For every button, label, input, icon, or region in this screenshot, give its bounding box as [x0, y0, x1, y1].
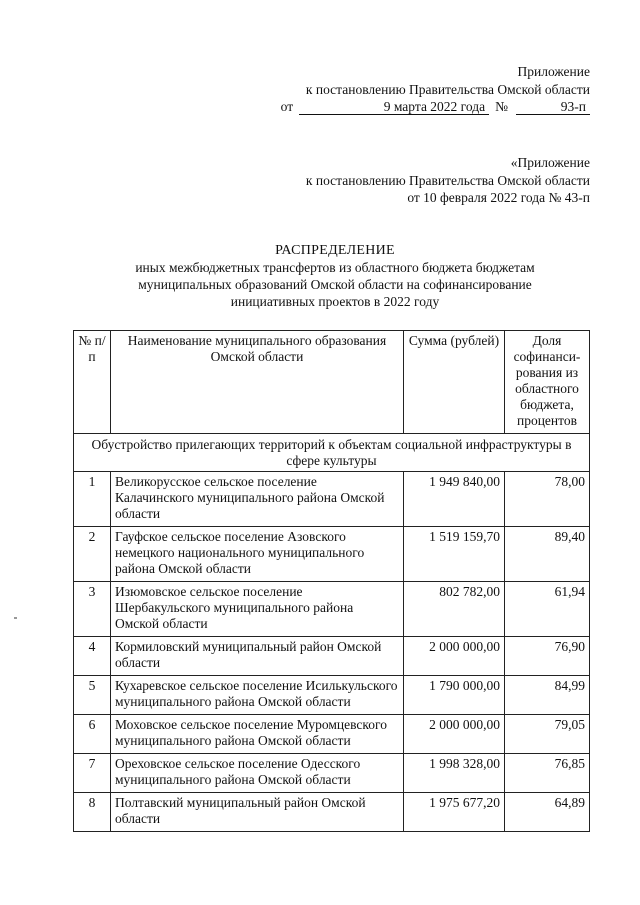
- resolution-date: 9 марта 2022 года: [299, 100, 489, 115]
- title-line-3: муниципальных образований Омской области на софинансирование: [138, 277, 532, 292]
- row-share: 79,05: [505, 715, 590, 754]
- table-row: [74, 676, 590, 715]
- header-sum: Сумма (рублей): [404, 331, 505, 434]
- row-sum: 2 000 000,00: [404, 715, 505, 754]
- table-row: [74, 793, 590, 832]
- row-num: 1: [74, 472, 111, 527]
- section-row: [74, 434, 590, 472]
- row-share: 84,99: [505, 676, 590, 715]
- appendix-label: Приложение: [517, 64, 590, 79]
- document-title: [70, 242, 600, 310]
- row-share: 89,40: [505, 527, 590, 582]
- table-row: [74, 472, 590, 527]
- distribution-table: [73, 330, 590, 832]
- row-num: 6: [74, 715, 111, 754]
- table-row: [74, 582, 590, 637]
- row-share: 76,85: [505, 754, 590, 793]
- row-name: Гауфское сельское поселение Азовского немецкого национального муниципального района Омской области: [111, 527, 404, 582]
- row-name: Кормиловский муниципальный район Омской области: [111, 637, 404, 676]
- title-line-4: инициативных проектов в 2022 году: [230, 294, 440, 309]
- row-num: 7: [74, 754, 111, 793]
- row-sum: 1 949 840,00: [404, 472, 505, 527]
- row-sum: 2 000 000,00: [404, 637, 505, 676]
- row-sum: 1 519 159,70: [404, 527, 505, 582]
- row-num: 2: [74, 527, 111, 582]
- date-number-line: [281, 98, 590, 116]
- margin-mark: [14, 617, 17, 619]
- section-title: Обустройство прилегающих территорий к объектам социальной инфраструктуры в сфере культуры: [74, 434, 590, 472]
- row-name: Моховское сельское поселение Муромцевского муниципального района Омской области: [111, 715, 404, 754]
- quoted-appendix-header: [306, 154, 590, 207]
- row-sum: 1 975 677,20: [404, 793, 505, 832]
- row-sum: 802 782,00: [404, 582, 505, 637]
- resolution-line: к постановлению Правительства Омской области: [305, 81, 590, 97]
- row-share: 61,94: [505, 582, 590, 637]
- table-header-row: [74, 331, 590, 434]
- row-num: 3: [74, 582, 111, 637]
- quoted-date-line: от 10 февраля 2022 года № 43-п: [407, 190, 590, 205]
- row-name: Полтавский муниципальный район Омской области: [111, 793, 404, 832]
- from-label: от: [280, 99, 294, 114]
- number-sign: №: [495, 99, 508, 114]
- row-sum: 1 998 328,00: [404, 754, 505, 793]
- row-num: 4: [74, 637, 111, 676]
- title-heading: РАСПРЕДЕЛЕНИЕ: [275, 243, 395, 258]
- row-name: Кухаревское сельское поселение Исилькульского муниципального района Омской области: [111, 676, 404, 715]
- row-name: Ореховское сельское поселение Одесского муниципального района Омской области: [111, 754, 404, 793]
- table-row: [74, 637, 590, 676]
- row-share: 76,90: [505, 637, 590, 676]
- quoted-appendix-label: «Приложение: [510, 155, 590, 170]
- header-num: № п/п: [74, 331, 111, 434]
- row-name: Изюмовское сельское поселение Шербакульского муниципального района Омской области: [111, 582, 404, 637]
- table-row: [74, 715, 590, 754]
- row-share: 78,00: [505, 472, 590, 527]
- row-sum: 1 790 000,00: [404, 676, 505, 715]
- resolution-number: 93-п: [516, 100, 590, 115]
- row-name: Великорусское сельское поселение Калачинского муниципального района Омской области: [111, 472, 404, 527]
- row-num: 5: [74, 676, 111, 715]
- appendix-header: [281, 63, 590, 116]
- row-num: 8: [74, 793, 111, 832]
- quoted-resolution-line: к постановлению Правительства Омской области: [305, 172, 590, 188]
- table-row: [74, 754, 590, 793]
- title-line-2: иных межбюджетных трансфертов из областного бюджета бюджетам: [135, 260, 535, 275]
- row-share: 64,89: [505, 793, 590, 832]
- header-name: Наименование муниципального образования Омской области: [111, 331, 404, 434]
- table-row: [74, 527, 590, 582]
- header-share: Доля софинанси-рования из областного бюджета, процентов: [505, 331, 590, 434]
